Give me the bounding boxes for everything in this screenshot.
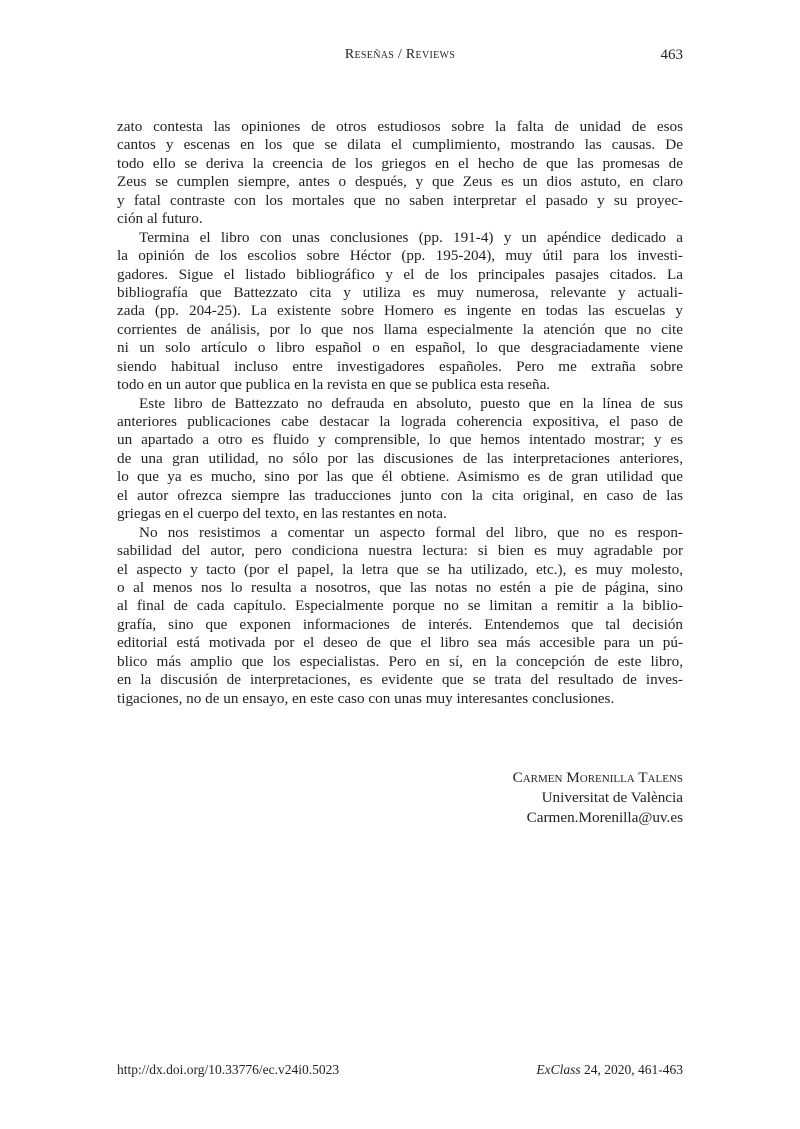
text-line: Zeus se cumplen siempre, antes o después, y que Zeus es un dios astuto, en claro	[117, 173, 683, 191]
text-line: tigaciones, no de un ensayo, en este caso con unas muy interesantes conclusiones.	[117, 689, 615, 707]
text-line: un apartado a otro es fluido y comprensible, lo que hemos intentado mostrar; y es	[117, 431, 683, 449]
text-line: anteriores publicaciones cabe destacar la lograda coherencia expositiva, el paso de	[117, 413, 683, 430]
text-line: al final de cada capítulo. Especialmente porque no se limitan a remitir a la biblio-	[117, 597, 683, 615]
paragraph	[117, 524, 683, 708]
text-line: zato contesta las opiniones de otros estudiosos sobre la falta de unidad de esos	[117, 118, 683, 135]
author-name: Carmen Morenilla Talens	[512, 769, 683, 786]
paragraph	[117, 395, 683, 524]
text-line: No nos resistimos a comentar un aspecto formal del libro, que no es respon-	[139, 523, 683, 541]
doi-link[interactable]: http://dx.doi.org/10.33776/ec.v24i0.5023	[117, 1062, 340, 1077]
text-line: o al menos nos lo resulta a nosotros, que las notas no estén a pie de página, sino	[117, 578, 683, 596]
text-line: griegas en el cuerpo del texto, en las restantes en nota.	[117, 505, 447, 523]
author-affiliation: Universitat de València	[541, 789, 683, 806]
text-line: editorial está motivada por el deseo de que el libro sea más accesible para un pú-	[117, 634, 683, 652]
text-line: gadores. Sigue el listado bibliográfico y el de los principales pasajes citados. La	[117, 265, 683, 283]
text-line: ción al futuro.	[117, 210, 203, 228]
signature-block	[513, 768, 683, 828]
text-line: lo que ya es mucho, sino por las que él obtiene. Asimismo es de gran utilidad que	[117, 468, 683, 486]
text-line: la opinión de los escolios sobre Héctor (pp. 195-204), muy útil para los investi-	[117, 247, 683, 265]
text-line: Termina el libro con unas conclusiones (pp. 191-4) y un apéndice dedicado a	[139, 228, 683, 246]
text-line: bibliografía que Battezzato cita y utiliza es muy numerosa, relevante y actuali-	[117, 283, 683, 301]
page-header	[117, 47, 683, 67]
running-title: Reseñas / Reviews	[344, 47, 456, 62]
text-line: siendo habitual incluso entre investigadores españoles. Pero me extraña sobre	[117, 357, 683, 375]
text-line: blico más amplio que los especialistas. Pero en sí, en la concepción de este libro,	[117, 652, 683, 670]
text-line: sabilidad del autor, pero condiciona nuestra lectura: si bien es muy agradable por	[117, 542, 683, 560]
text-line: todo ello se deriva la creencia de los griegos en el hecho de que las promesas de	[117, 154, 683, 172]
citation-details: 24, 2020, 461-463	[580, 1062, 683, 1077]
journal-name: ExClass	[536, 1062, 581, 1077]
text-line: cantos y escenas en los que se dilata el cumplimiento, mostrando las causas. De	[117, 136, 683, 154]
text-line: zada (pp. 204-25). La existente sobre Homero es ingente en todas las escuelas y	[117, 302, 683, 320]
text-line: corrientes de análisis, por lo que nos llama especialmente la atención que no cite	[117, 320, 683, 338]
article-body	[117, 118, 683, 708]
text-line: de una gran utilidad, no sólo por las discusiones de las interpretaciones anteriores,	[117, 449, 683, 467]
paragraph	[117, 229, 683, 395]
text-line: ni un solo artículo o libro español o en español, lo que desgraciadamente viene	[117, 339, 683, 357]
text-line: Este libro de Battezzato no defrauda en absoluto, puesto que en la línea de sus	[139, 394, 683, 412]
text-line: el aspecto y tacto (por el papel, la letra que se ha utilizado, etc.), es muy molesto,	[117, 560, 683, 578]
text-line: todo en un autor que publica en la revista en que se publica esta reseña.	[117, 376, 551, 394]
paragraph	[117, 118, 683, 229]
author-email[interactable]: Carmen.Morenilla@uv.es	[526, 809, 683, 826]
text-line: y fatal contraste con los mortales que no saben interpretar el pasado y su proyec-	[117, 191, 683, 209]
text-line: el autor ofrezca siempre las traducciones junto con la cita original, en caso de las	[117, 486, 683, 504]
text-line: grafía, sino que exponen informaciones de interés. Entendemos que tal decisión	[117, 615, 683, 633]
page-number: 463	[660, 47, 683, 63]
journal-citation	[536, 1062, 683, 1078]
text-line: en la discusión de interpretaciones, es evidente que se trata del resultado de inves-	[117, 671, 683, 689]
